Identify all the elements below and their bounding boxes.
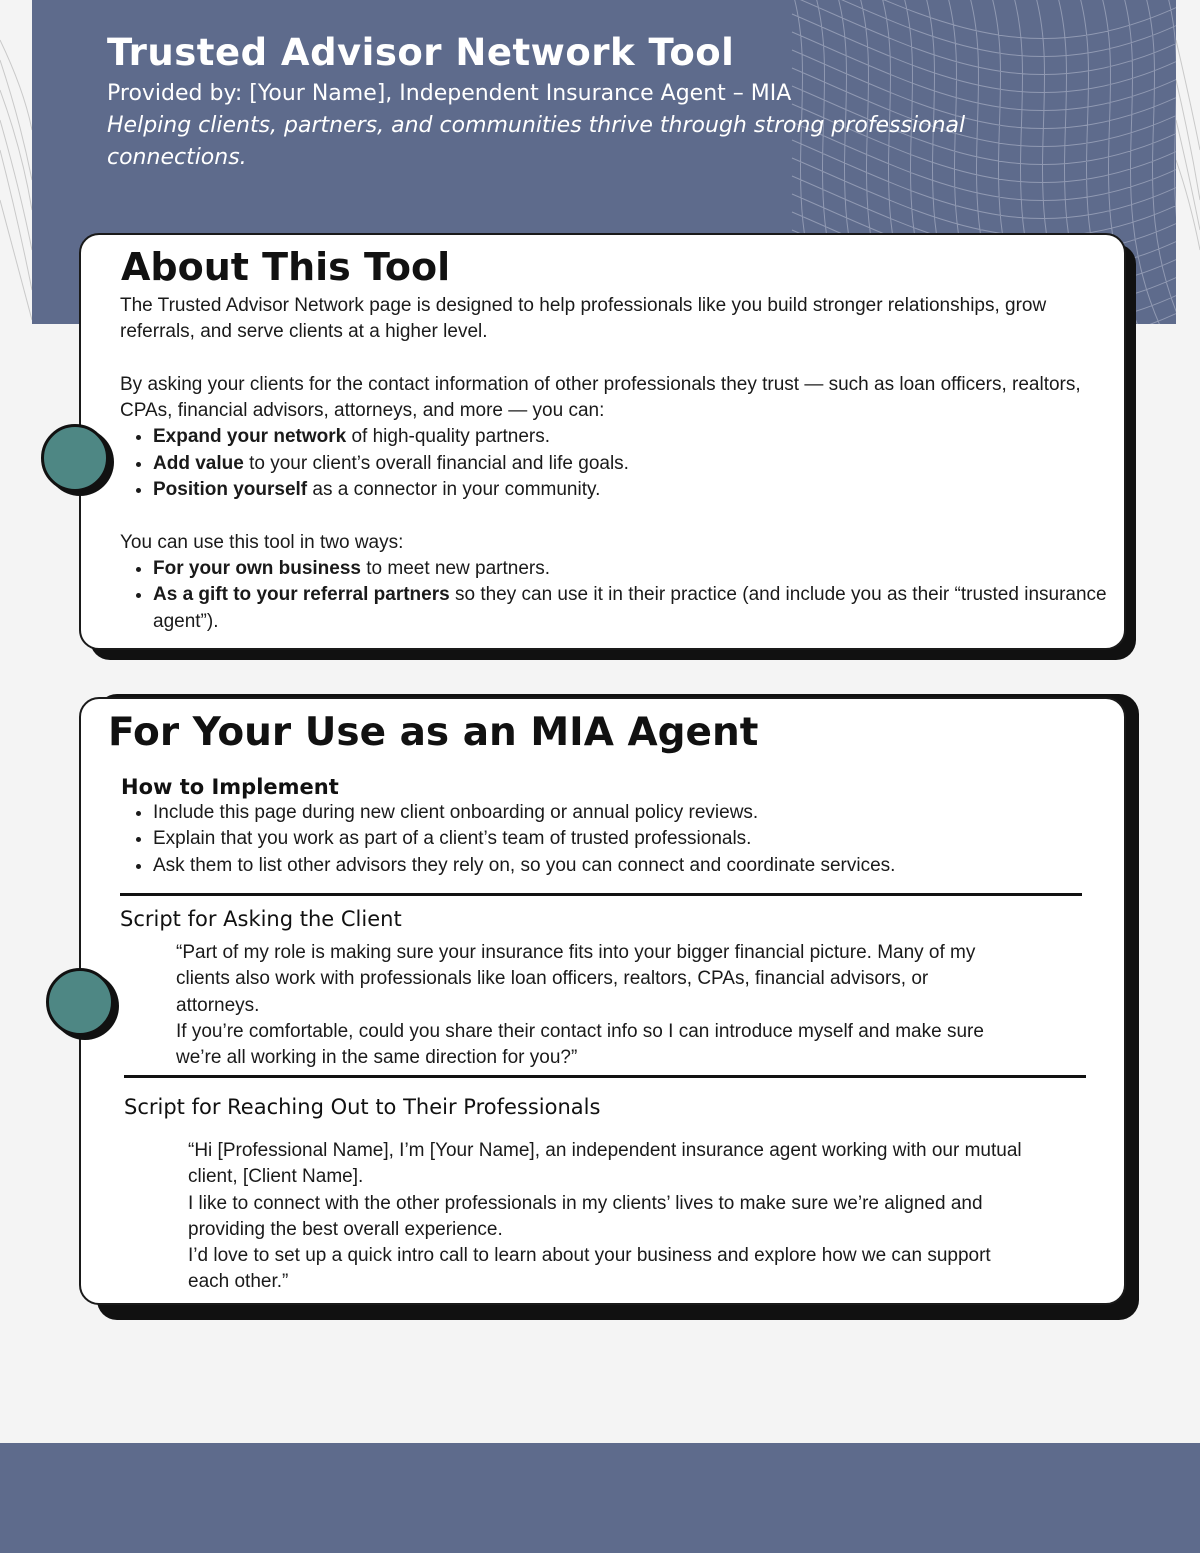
mesh-edge-right xyxy=(1176,0,1200,330)
about-card xyxy=(79,233,1126,650)
implement-heading: How to Implement xyxy=(121,775,339,799)
client-script-para: If you’re comfortable, could you share their contact info so I can introduce myself and make sure we’re all working in the same direction for you?” xyxy=(176,1020,984,1069)
provided-by-line: Provided by: [Your Name], Independent Insurance Agent – MIA xyxy=(107,81,792,106)
accent-dot xyxy=(41,424,109,492)
document-header xyxy=(107,30,1067,174)
pro-script-para: I’d love to set up a quick intro call to learn about your business and explore how we can support each other.” xyxy=(188,1245,991,1293)
ways-intro: You can use this tool in two ways: xyxy=(120,531,404,553)
list-item: • Position yourself as a connector in your community. xyxy=(153,477,1110,503)
pro-script-heading: Script for Reaching Out to Their Professionals xyxy=(124,1095,601,1119)
about-heading: About This Tool xyxy=(121,245,451,289)
pro-script xyxy=(188,1138,1028,1296)
list-item: • For your own business to meet new partners. xyxy=(153,556,1110,582)
list-item: • Include this page during new client onboarding or annual policy reviews. xyxy=(153,800,1110,826)
benefits-list xyxy=(120,424,1110,503)
about-asking: By asking your clients for the contact information of other professionals they trust — such as loan officers, realtors, CPAs, financial advisors, attorneys, and more — you can: xyxy=(120,373,1081,422)
accent-dot xyxy=(46,968,114,1036)
client-script-para: “Part of my role is making sure your insurance fits into your bigger financial picture. Many of my clients also work with professionals like loan officers, realtors, CPAs, financial advisors, or attorneys. xyxy=(176,942,976,1016)
pro-script-para: “Hi [Professional Name], I’m [Your Name], an independent insurance agent working with our mutual client, [Client Name]. xyxy=(188,1140,1022,1188)
tagline: Helping clients, partners, and communities thrive through strong professional connections. xyxy=(107,113,966,170)
pro-script-para: I like to connect with the other professionals in my clients’ lives to make sure we’re aligned and providing the best overall experience. xyxy=(188,1192,983,1240)
list-item: • Ask them to list other advisors they rely on, so you can connect and coordinate services. xyxy=(153,853,1110,879)
agent-card xyxy=(79,697,1126,1305)
divider xyxy=(120,893,1082,896)
list-item: • Explain that you work as part of a client’s team of trusted professionals. xyxy=(153,826,1110,852)
mesh-edge-left xyxy=(0,0,32,330)
implement-list xyxy=(120,800,1110,879)
ways-list xyxy=(120,556,1110,635)
list-item: • Expand your network of high-quality partners. xyxy=(153,424,1110,450)
list-item: • Add value to your client’s overall financial and life goals. xyxy=(153,451,1110,477)
list-item: • As a gift to your referral partners so they can use it in their practice (and include you as their “trusted insurance agent”). xyxy=(153,582,1110,635)
footer-band xyxy=(0,1443,1200,1553)
implement-body xyxy=(120,800,1110,879)
about-body xyxy=(120,293,1110,635)
client-script xyxy=(176,940,1006,1071)
divider xyxy=(124,1075,1086,1078)
document-title: Trusted Advisor Network Tool xyxy=(107,31,735,74)
about-intro: The Trusted Advisor Network page is designed to help professionals like you build stronger relationships, grow referrals, and serve clients at a higher level. xyxy=(120,295,1047,343)
agent-heading: For Your Use as an MIA Agent xyxy=(108,710,759,755)
client-script-heading: Script for Asking the Client xyxy=(120,907,402,931)
